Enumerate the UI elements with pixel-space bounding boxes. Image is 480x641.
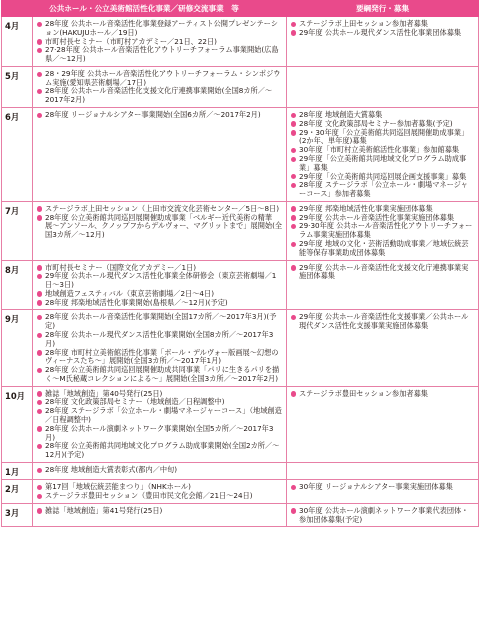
- month-label: 8月: [2, 260, 33, 310]
- table-row: [2, 480, 479, 504]
- projects-list: [36, 507, 283, 516]
- recruitment-cell: [287, 386, 479, 462]
- list-item: 29年度 地域の文化・芸術活動助成事業／地域伝統芸能等保存事業助成団体募集: [290, 240, 475, 258]
- header-projects: 公共ホール・公立美術館活性化事業／研修交流事業 等: [2, 1, 287, 17]
- list-item: 29年度 邦楽地域活性化事業実施団体募集: [290, 205, 475, 214]
- projects-cell: [33, 386, 287, 462]
- list-item: 28年度 文化政策部局セミナー参加者募集(予定): [290, 120, 475, 129]
- table-row: [2, 108, 479, 202]
- month-label: 1月: [2, 462, 33, 479]
- month-label: 7月: [2, 201, 33, 260]
- recruitment-list: [290, 111, 475, 199]
- list-item: 30年度 公共ホール演劇ネットワーク事業代表団体・参加団体募集(予定): [290, 507, 475, 525]
- list-item: 28年度 ステージラボ「公立ホール・劇場マネージャーコース」（地域創造／日程調整中): [36, 407, 283, 425]
- projects-cell: [33, 462, 287, 479]
- table-row: [2, 17, 479, 67]
- recruitment-list: [290, 20, 475, 38]
- month-label: 4月: [2, 17, 33, 67]
- list-item: 28年度 公共ホール音楽活性化事業開始(全国17カ所／〜2017年3月)(予定): [36, 313, 283, 331]
- recruitment-cell: [287, 310, 479, 386]
- recruitment-list: [290, 264, 475, 282]
- month-label: 9月: [2, 310, 33, 386]
- list-item: 29・30年度「公立美術館共同巡回展開催助成事業」(2か年、単年度)募集: [290, 129, 475, 147]
- list-item: 28年度 公共ホール演劇ネットワーク事業開始(全国5カ所／〜2017年3月): [36, 425, 283, 443]
- list-item: 市町村長セミナー（国際文化アカデミー／1日): [36, 264, 283, 273]
- table-row: [2, 260, 479, 310]
- list-item: 雑誌「地域創造」第40号発行(25日): [36, 390, 283, 399]
- recruitment-list: [290, 313, 475, 331]
- projects-list: [36, 20, 283, 64]
- list-item: ステージラボ上田セッション参加者募集: [290, 20, 475, 29]
- list-item: 29年度 公共ホール現代ダンス活性化事業全体研修会（東京芸術劇場／1日〜3日): [36, 272, 283, 290]
- header-recruitment: 要綱発行・募集: [287, 1, 479, 17]
- table-header: [2, 1, 479, 17]
- projects-cell: [33, 201, 287, 260]
- list-item: 28・29年度 公共ホール音楽活性化アウトリーチフォーラム・シンポジウム実施(愛知県芸術劇場／17日): [36, 70, 283, 88]
- projects-cell: [33, 108, 287, 202]
- month-label: 3月: [2, 503, 33, 527]
- projects-list: [36, 111, 283, 120]
- projects-cell: [33, 66, 287, 107]
- projects-list: [36, 205, 283, 240]
- recruitment-cell: [287, 201, 479, 260]
- list-item: 28年度 地域創造大賞表彰式(都内／中旬): [36, 466, 283, 475]
- projects-list: [36, 264, 283, 308]
- projects-cell: [33, 260, 287, 310]
- projects-cell: [33, 310, 287, 386]
- recruitment-cell: [287, 462, 479, 479]
- recruitment-cell: [287, 108, 479, 202]
- projects-list: [36, 70, 283, 105]
- list-item: 28年度 公立美術館共同巡回展開催助成事業「ベルギー近代美術の精華展〜アンソール、クノップフからデルヴォー、マグリットまで」展開始(全国3カ所／〜12月): [36, 214, 283, 240]
- recruitment-list: [290, 483, 475, 492]
- list-item: 28年度 公立美術館共同地域文化プログラム助成事業開始(全国2カ所／〜12月)(予定): [36, 442, 283, 460]
- list-item: 29年度 公共ホール音楽活性化支援事業／公共ホール現代ダンス活性化支援事業実施団体募集: [290, 313, 475, 331]
- list-item: 雑誌「地域創造」第41号発行(25日): [36, 507, 283, 516]
- list-item: 28年度 リージョナルシアター事業開始(全国6カ所／〜2017年2月): [36, 111, 283, 120]
- header-row: [2, 1, 479, 17]
- list-item: 29年度 公共ホール音楽活性化事業実施団体募集: [290, 214, 475, 223]
- recruitment-list: [290, 507, 475, 525]
- list-item: 30年度 リージョナルシアター事業実施団体募集: [290, 483, 475, 492]
- list-item: 市町村長セミナー（市町村アカデミー／21日、22日): [36, 38, 283, 47]
- table-body: [2, 17, 479, 527]
- list-item: 29年度「公立美術館共同巡回展企画支援事業」募集: [290, 173, 475, 182]
- table-row: [2, 386, 479, 462]
- list-item: 28年度 公共ホール音楽活性化事業登録アーティスト公開プレゼンテーション(HAKUJUホール／19日): [36, 20, 283, 38]
- month-label: 6月: [2, 108, 33, 202]
- recruitment-cell: [287, 260, 479, 310]
- list-item: 29年度 公共ホール音楽活性化支援文化庁連携事業実施団体募集: [290, 264, 475, 282]
- recruitment-cell: [287, 480, 479, 504]
- projects-list: [36, 483, 283, 501]
- list-item: 28年度 文化政策部局セミナー（地域創造／日程調整中): [36, 398, 283, 407]
- list-item: 28年度 ステージラボ「公立ホール・劇場マネージャーコース」参加者募集: [290, 181, 475, 199]
- table-row: [2, 201, 479, 260]
- recruitment-list: [290, 205, 475, 258]
- list-item: 28年度 邦楽地域活性化事業開始(島根県／〜12月)(予定): [36, 299, 283, 308]
- list-item: 第17回「地域伝統芸能まつり」（NHKホール): [36, 483, 283, 492]
- list-item: 28年度 公共ホール現代ダンス活性化事業開始(全国8カ所／〜2017年3月): [36, 331, 283, 349]
- list-item: ステージラボ上田セッション（上田市交流文化芸術センター／5日〜8日): [36, 205, 283, 214]
- list-item: 30年度「市町村立美術館活性化事業」参加館募集: [290, 146, 475, 155]
- list-item: 29年度 公共ホール現代ダンス活性化事業団体募集: [290, 29, 475, 38]
- list-item: 28年度 公立美術館共同巡回展開催助成共同事業「パリに生きるパリを描く〜M氏秘蔵コレクションによる〜」展開始(全国3カ所／〜2017年2月): [36, 366, 283, 384]
- month-label: 5月: [2, 66, 33, 107]
- recruitment-list: [290, 390, 475, 399]
- table-row: [2, 310, 479, 386]
- list-item: 地域創造フェスティバル（東京芸術劇場／2日〜4日): [36, 290, 283, 299]
- list-item: 28年度 市町村立美術館活性化事業「ボール・デルヴォー版画展〜幻想のヴィーナスたち〜」展開始(全国3カ所／〜2017年1月): [36, 349, 283, 367]
- projects-cell: [33, 480, 287, 504]
- list-item: 28年度 地域創造大賞募集: [290, 111, 475, 120]
- schedule-table: [1, 0, 479, 527]
- projects-list: [36, 466, 283, 475]
- projects-list: [36, 313, 283, 383]
- projects-cell: [33, 17, 287, 67]
- list-item: ステージラボ豊田セッション（豊田市民文化会館／21日〜24日): [36, 492, 283, 501]
- list-item: 27·28年度 公共ホール音楽活性化アウトリーチフォーラム事業開始(広島県／〜12月): [36, 46, 283, 64]
- projects-cell: [33, 503, 287, 527]
- table-row: [2, 462, 479, 479]
- list-item: 29年度「公立美術館共同地域文化プログラム助成事業」募集: [290, 155, 475, 173]
- table-row: [2, 503, 479, 527]
- month-label: 10月: [2, 386, 33, 462]
- list-item: 28年度 公共ホール音楽活性化支援文化庁連携事業開始(全国8カ所／〜2017年2月): [36, 87, 283, 105]
- recruitment-cell: [287, 503, 479, 527]
- recruitment-cell: [287, 17, 479, 67]
- recruitment-cell: [287, 66, 479, 107]
- list-item: ステージラボ豊田セッション参加者募集: [290, 390, 475, 399]
- month-label: 2月: [2, 480, 33, 504]
- projects-list: [36, 390, 283, 460]
- list-item: 29·30年度 公共ホール音楽活性化アウトリーチフォーラム事業実施団体募集: [290, 222, 475, 240]
- table-row: [2, 66, 479, 107]
